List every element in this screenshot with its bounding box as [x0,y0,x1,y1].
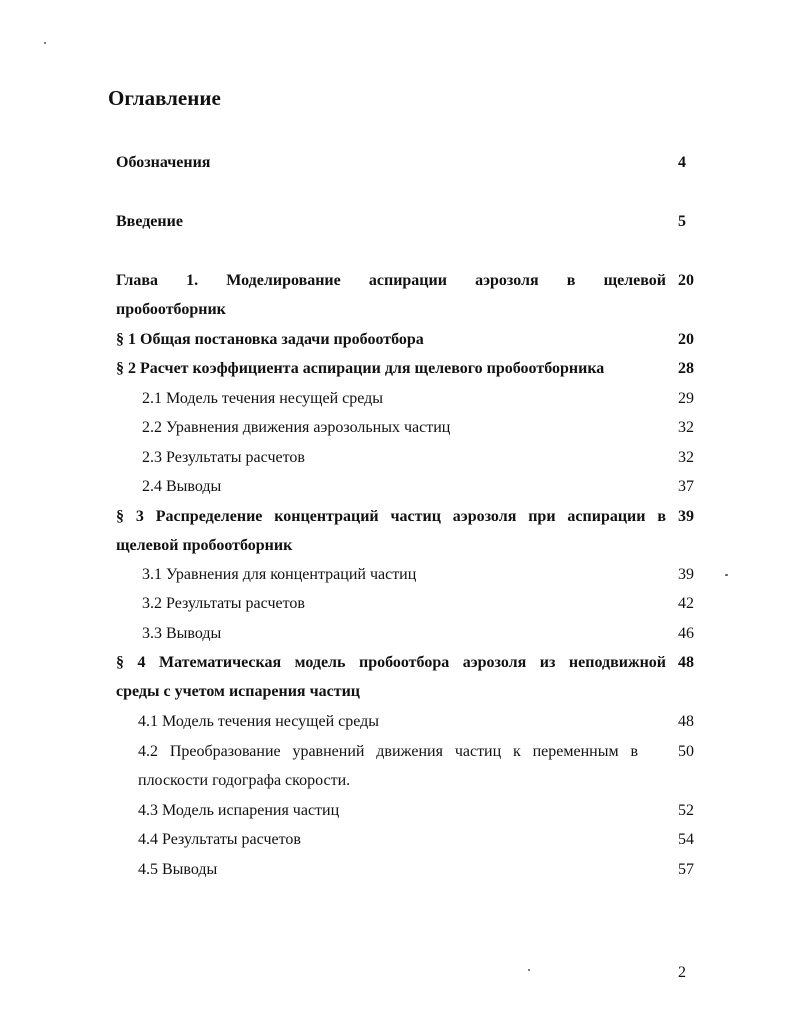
toc-entry-3-1 [142,560,716,589]
toc-entry-4-2 [138,737,716,795]
toc-entry-title-continued: среды с учетом испарения частиц [116,683,360,700]
toc-entry-title: 3.3 Выводы [142,625,222,642]
toc-entry-chapter-1 [116,266,716,324]
toc-entry-page: 39 [678,566,694,583]
toc-entry-4-4 [138,825,716,854]
scan-speck [528,969,530,971]
toc-entry-3-3 [142,619,716,648]
toc-entry-title: § 1 Общая постановка задачи пробоотбора [116,331,424,348]
toc-entry-3-2 [142,589,716,618]
toc-entry-title: Введение [116,213,183,230]
toc-entry-title: § 3 Распределение концентраций частиц аэрозоля при аспирации в [116,508,666,525]
toc-entry-page: 32 [678,449,694,466]
toc-heading: Оглавление [108,86,221,110]
toc-entry-title-continued: плоскости годографа скорости. [138,772,351,789]
toc-entry-2-1 [142,384,716,413]
toc-entry-title: 4.2 Преобразование уравнений движения частиц к переменным в [138,743,638,760]
scan-speck [44,42,46,44]
toc-entry-title: 2.4 Выводы [142,478,222,495]
toc-entry-page: 28 [678,360,694,377]
toc-entry-4-5 [138,855,716,884]
toc-entry-title: § 4 Математическая модель пробоотбора аэрозоля из неподвижной [116,654,666,671]
toc-entry-page: 39 [678,508,694,525]
toc-entry-2-4 [142,472,716,501]
toc-entry-notation [116,148,716,177]
toc-entry-2-3 [142,443,716,472]
toc-entry-title: 3.2 Результаты расчетов [142,595,305,612]
toc-entry-section-3 [116,502,716,560]
toc-entry-title-continued: щелевой пробоотборник [116,537,293,554]
toc-entry-page: 54 [678,831,694,848]
toc-entry-page: 52 [678,802,694,819]
page-number: 2 [678,964,686,981]
toc-entry-title: Обозначения [116,154,211,171]
toc-entry-page: 48 [678,713,694,730]
toc-entry-section-1 [116,325,716,354]
toc-entry-title-continued: пробоотборник [116,301,226,318]
toc-entry-section-4 [116,648,716,706]
toc-entry-title: 2.2 Уравнения движения аэрозольных частиц [142,419,451,436]
toc-entry-page: 57 [678,861,694,878]
toc-entry-title: 4.4 Результаты расчетов [138,831,301,848]
toc-entry-page: 29 [678,390,694,407]
toc-entry-title: 4.5 Выводы [138,861,218,878]
toc-entry-page: 37 [678,478,694,495]
toc-entry-title: 2.1 Модель течения несущей среды [142,390,384,407]
scan-speck [725,574,728,576]
toc-entry-page: 4 [678,154,686,171]
toc-entry-title: § 2 Расчет коэффициента аспирации для щелевого пробоотборника [116,360,605,377]
toc-entry-page: 48 [678,654,694,671]
toc-entry-2-2 [142,413,716,442]
toc-entry-page: 50 [678,743,694,760]
toc-entry-page: 32 [678,419,694,436]
toc-entry-page: 20 [678,331,694,348]
toc-entry-page: 42 [678,595,694,612]
toc-entry-introduction [116,207,716,236]
toc-entry-page: 5 [678,213,686,230]
toc-entry-4-3 [138,796,716,825]
toc-entry-title: 3.1 Уравнения для концентраций частиц [142,566,417,583]
toc-entry-section-2 [116,354,716,383]
toc-entry-title: 4.1 Модель течения несущей среды [138,713,380,730]
toc-entry-title: Глава 1. Моделирование аспирации аэрозоля в щелевой [116,272,666,289]
toc-entry-title: 4.3 Модель испарения частиц [138,802,340,819]
toc-entry-title: 2.3 Результаты расчетов [142,449,305,466]
toc-entry-page: 20 [678,272,694,289]
toc-entry-page: 46 [678,625,694,642]
toc-entry-4-1 [138,707,716,736]
